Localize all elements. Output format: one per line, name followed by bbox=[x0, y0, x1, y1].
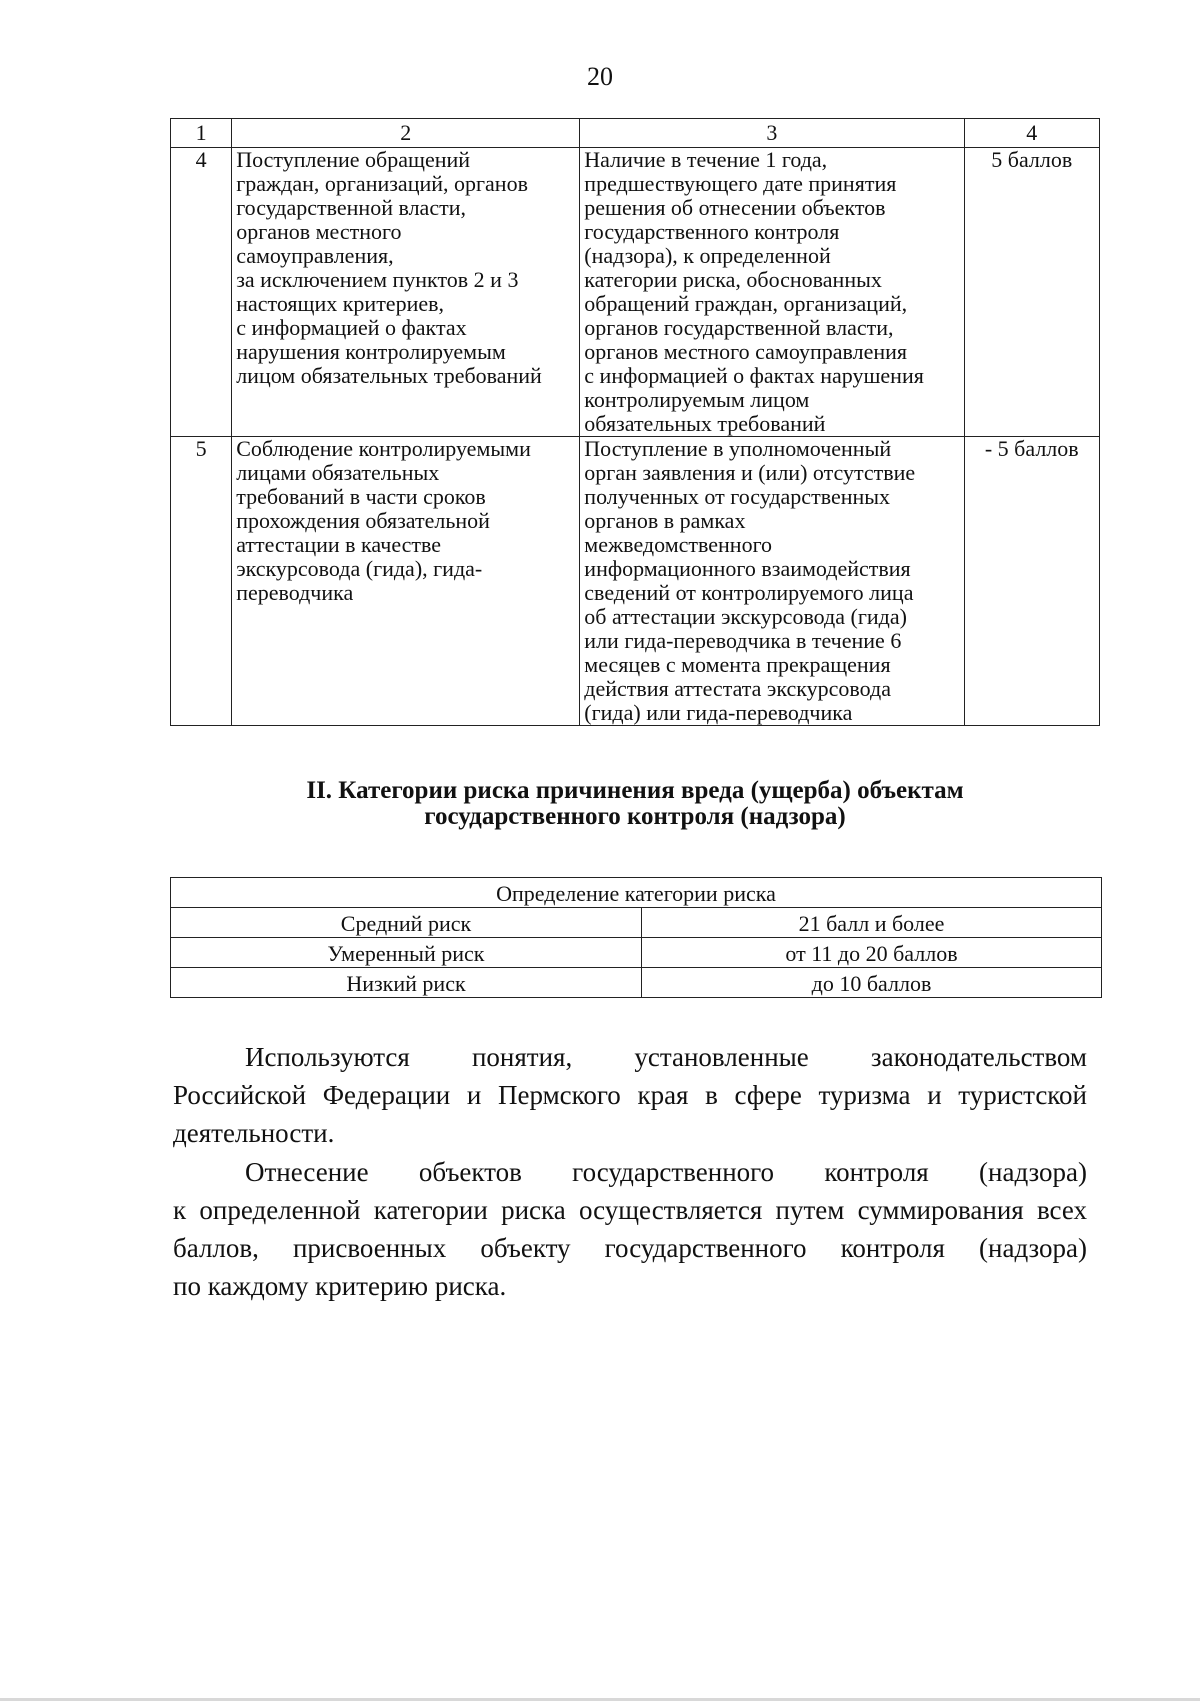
text-line: сведений от контролируемого лица bbox=[584, 580, 914, 605]
text-line: решения об отнесении объектов bbox=[584, 195, 886, 220]
risk-criteria-table bbox=[170, 118, 1100, 726]
heading-line: II. Категории риска причинения вреда (ущерба) объектам bbox=[306, 777, 964, 804]
points-cell: 5 баллов bbox=[964, 148, 1099, 437]
points-range: от 11 до 20 баллов bbox=[642, 938, 1102, 968]
category-table-title-row bbox=[171, 878, 1102, 908]
text-line: органов государственной власти, bbox=[584, 315, 894, 340]
paragraph-line: Российской Федерации и Пермского края в сфере туризма и туристской bbox=[173, 1080, 1087, 1110]
table-row bbox=[171, 908, 1102, 938]
text-line: действия аттестата экскурсовода bbox=[584, 676, 891, 701]
text-line: аттестации в качестве bbox=[236, 532, 442, 557]
criterion-cell bbox=[232, 148, 580, 437]
heading-line: государственного контроля (надзора) bbox=[424, 803, 846, 830]
table-header-row bbox=[171, 119, 1100, 148]
text-line: Поступление обращений bbox=[236, 147, 471, 172]
paragraph-line: Используются понятия, установленные законодательством bbox=[245, 1042, 1087, 1072]
text-line: самоуправления, bbox=[236, 243, 394, 268]
risk-category: Средний риск bbox=[171, 908, 642, 938]
text-line: месяцев с момента прекращения bbox=[584, 652, 891, 677]
points-cell: - 5 баллов bbox=[964, 437, 1099, 726]
criterion-cell bbox=[232, 437, 580, 726]
paragraph-line: Отнесение объектов государственного контроля (надзора) bbox=[245, 1157, 1087, 1187]
row-number: 5 bbox=[171, 437, 232, 726]
text-line: прохождения обязательной bbox=[236, 508, 490, 533]
paragraph-line: баллов, присвоенных объекту государственного контроля (надзора) bbox=[173, 1233, 1087, 1263]
risk-category: Низкий риск bbox=[171, 968, 642, 998]
text-line: экскурсовода (гида), гида- bbox=[236, 556, 483, 581]
text-line: (надзора), к определенной bbox=[584, 243, 831, 268]
paragraph-risk-assignment bbox=[173, 1153, 1087, 1305]
text-line: лицами обязательных bbox=[236, 460, 440, 485]
text-line: межведомственного bbox=[584, 532, 773, 557]
text-line: переводчика bbox=[236, 580, 354, 605]
text-line: об аттестации экскурсовода (гида) bbox=[584, 604, 907, 629]
table-row bbox=[171, 437, 1100, 726]
section-heading bbox=[170, 778, 1100, 830]
text-line: с информацией о фактах нарушения bbox=[584, 363, 924, 388]
text-line: государственного контроля bbox=[584, 219, 840, 244]
text-line: органов местного самоуправления bbox=[584, 339, 908, 364]
text-line: орган заявления и (или) отсутствие bbox=[584, 460, 916, 485]
points-range: до 10 баллов bbox=[642, 968, 1102, 998]
paragraph-line: деятельности. bbox=[173, 1118, 335, 1148]
text-line: нарушения контролируемым bbox=[236, 339, 506, 364]
text-line: лицом обязательных требований bbox=[236, 363, 542, 388]
paragraph-line: по каждому критерию риска. bbox=[173, 1271, 507, 1301]
category-table-title: Определение категории риска bbox=[171, 878, 1102, 908]
column-header-2: 2 bbox=[232, 119, 580, 148]
text-line: Соблюдение контролируемыми bbox=[236, 436, 531, 461]
points-range: 21 балл и более bbox=[642, 908, 1102, 938]
column-header-3: 3 bbox=[580, 119, 964, 148]
table-row bbox=[171, 968, 1102, 998]
text-line: за исключением пунктов 2 и 3 bbox=[236, 267, 519, 292]
risk-category-table bbox=[170, 877, 1102, 998]
table-row bbox=[171, 938, 1102, 968]
risk-category: Умеренный риск bbox=[171, 938, 642, 968]
text-line: органов в рамках bbox=[584, 508, 746, 533]
text-line: (гида) или гида-переводчика bbox=[584, 700, 853, 725]
column-header-1: 1 bbox=[171, 119, 232, 148]
paragraph-line: к определенной категории риска осуществляется путем суммирования всех bbox=[173, 1195, 1087, 1225]
text-line: государственной власти, bbox=[236, 195, 466, 220]
text-line: категории риска, обоснованных bbox=[584, 267, 882, 292]
paragraph-definitions bbox=[173, 1038, 1087, 1152]
text-line: Наличие в течение 1 года, bbox=[584, 147, 828, 172]
indicator-cell bbox=[580, 437, 964, 726]
text-line: полученных от государственных bbox=[584, 484, 891, 509]
text-line: настоящих критериев, bbox=[236, 291, 444, 316]
table-row bbox=[171, 148, 1100, 437]
text-line: обязательных требований bbox=[584, 411, 826, 436]
column-header-4: 4 bbox=[964, 119, 1099, 148]
row-number: 4 bbox=[171, 148, 232, 437]
text-line: или гида-переводчика в течение 6 bbox=[584, 628, 902, 653]
text-line: контролируемым лицом bbox=[584, 387, 810, 412]
text-line: граждан, организаций, органов bbox=[236, 171, 528, 196]
text-line: обращений граждан, организаций, bbox=[584, 291, 908, 316]
text-line: требований в части сроков bbox=[236, 484, 486, 509]
text-line: информационного взаимодействия bbox=[584, 556, 911, 581]
text-line: органов местного bbox=[236, 219, 402, 244]
indicator-cell bbox=[580, 148, 964, 437]
text-line: предшествующего дате принятия bbox=[584, 171, 897, 196]
page-number: 20 bbox=[587, 62, 613, 91]
text-line: с информацией о фактах bbox=[236, 315, 467, 340]
text-line: Поступление в уполномоченный bbox=[584, 436, 892, 461]
